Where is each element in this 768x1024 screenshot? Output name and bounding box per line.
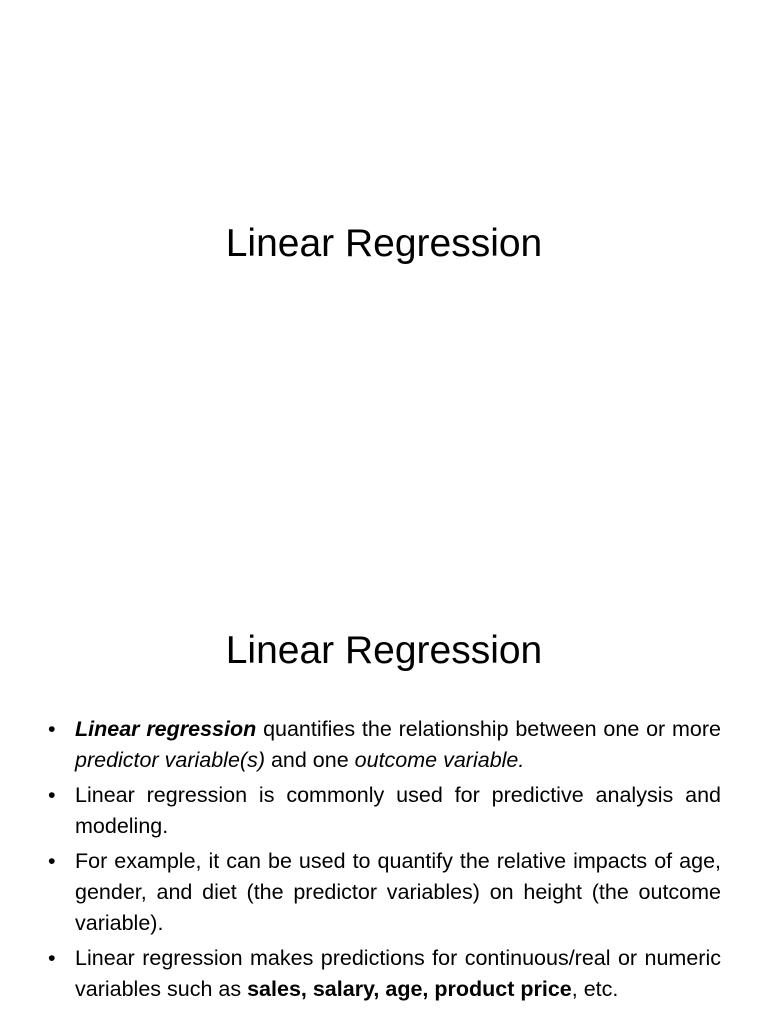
bullet-text: For example, it can be used to quantify the relative impacts of age, gender, and diet (the predictor variables) on height (the outcome variable). xyxy=(75,849,721,935)
content-slide-heading: Linear Regression xyxy=(225,629,543,672)
bullet-item-definition xyxy=(48,714,721,776)
content-slide xyxy=(0,576,768,1024)
bullet-text: , etc. xyxy=(571,977,619,1001)
bullet-text: and one xyxy=(264,748,355,772)
bullet-icon: • xyxy=(48,849,56,873)
bullet-text: Linear regression is commonly used for predictive analysis and modeling. xyxy=(75,783,721,838)
title-slide-heading: Linear Regression xyxy=(225,222,543,265)
term-predictor-variables: predictor variable(s) xyxy=(75,748,265,772)
term-outcome-variable: outcome variable. xyxy=(354,748,525,772)
bullet-list xyxy=(48,714,721,1009)
bullet-item-example xyxy=(48,846,721,939)
term-linear-regression: Linear regression xyxy=(75,717,257,741)
bullet-icon: • xyxy=(48,783,56,807)
bullet-text: quantifies the relationship between one or more xyxy=(256,717,721,741)
bullet-icon: • xyxy=(48,717,56,741)
bullet-item-predictions xyxy=(48,943,721,1005)
bullet-item-usage xyxy=(48,780,721,842)
bullet-text: Linear regression makes predictions for continuous/real or numeric variables such as xyxy=(75,946,721,1001)
bullet-icon: • xyxy=(48,946,56,970)
bold-examples: sales, salary, age, product price xyxy=(247,977,572,1001)
